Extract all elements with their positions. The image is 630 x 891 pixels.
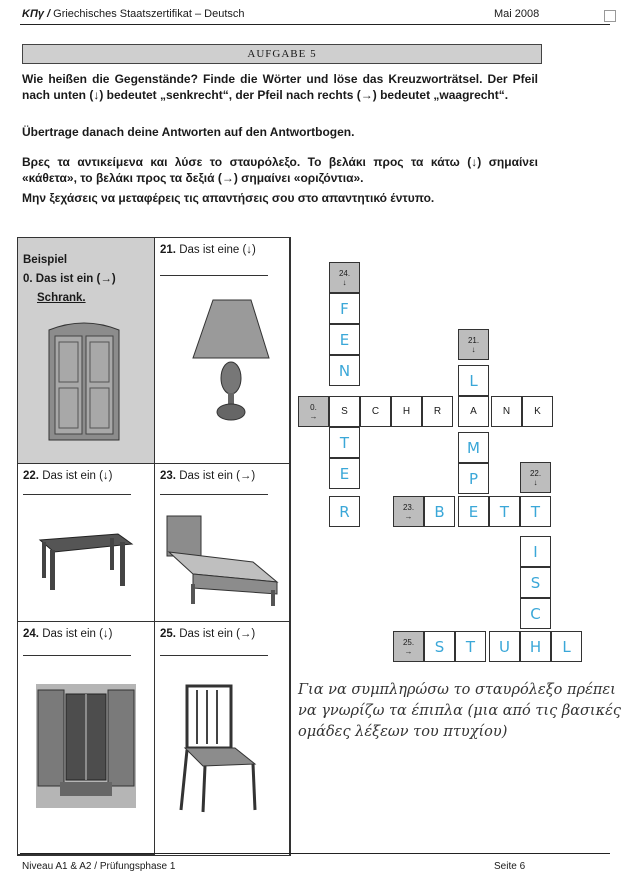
cell-21-5[interactable]: E — [458, 496, 489, 527]
cell-25-2[interactable]: T — [455, 631, 486, 662]
cell-0-6: N — [491, 396, 522, 427]
cell-22-2[interactable]: I — [520, 536, 551, 567]
item-21-answer-line — [160, 275, 268, 276]
footer-rule — [20, 853, 610, 854]
example-cell — [18, 238, 155, 464]
cell-21-4[interactable]: P — [458, 463, 489, 494]
page-number: Seite 6 — [494, 861, 526, 872]
cell-0-7: K — [522, 396, 553, 427]
cell-23-4[interactable]: T — [520, 496, 551, 527]
item-24-label: 24. Das ist ein (↓) — [23, 628, 113, 640]
item-22-cell — [18, 464, 155, 622]
table-icon — [34, 530, 134, 592]
item-23-cell — [155, 464, 290, 622]
clue-22-cell: 22. ↓ — [520, 462, 551, 493]
cell-24-2[interactable]: E — [329, 324, 360, 355]
item-22-label: 22. Das ist ein (↓) — [23, 470, 113, 482]
item-25-label: 25. Das ist ein (→) — [160, 628, 256, 640]
cell-22-4[interactable]: C — [520, 598, 551, 629]
handwritten-note: Για να συμπληρώσω το σταυρόλεξο πρέπει να γνωρίζω τα έπιπλα (μια από τις βασικές ομάδες λέξεων του πτυχίου) — [298, 682, 621, 740]
item-24-answer-line — [23, 655, 131, 656]
exam-header: ΚΠγ / Griechisches Staatszertifikat – Deutsch — [22, 8, 245, 20]
item-22-answer-line — [23, 494, 131, 495]
clue-23-cell: 23. → — [393, 496, 424, 527]
cell-0-3: H — [391, 396, 422, 427]
clue-24-cell: 24. ↓ — [329, 262, 360, 293]
example-answer: Schrank. — [37, 292, 86, 304]
lamp-icon — [191, 296, 271, 426]
cell-22-3[interactable]: S — [520, 567, 551, 598]
cell-25-3[interactable]: U — [489, 631, 520, 662]
item-21-label: 21. Das ist eine (↓) — [160, 244, 256, 256]
clue-0-cell: 0. → — [298, 396, 329, 427]
instructions-german: Wie heißen die Gegenstände? Finde die Wörter und löse das Kreuzworträtsel. Der Pfeil nach unten (↓) bedeutet „senkrecht“, der Pfeil nach rechts (→) bedeutet „waagrecht“. — [22, 72, 538, 102]
item-23-label: 23. Das ist ein (→) — [160, 470, 256, 482]
cell-0-1: S — [329, 396, 360, 427]
clue-25-cell: 25. → — [393, 631, 424, 662]
item-25-cell — [155, 622, 290, 855]
clue-21-cell: 21. ↓ — [458, 329, 489, 360]
window-icon — [36, 684, 136, 808]
item-23-answer-line — [160, 494, 268, 495]
item-24-cell — [18, 622, 155, 855]
cell-24-7[interactable]: R — [329, 496, 360, 527]
item-21-cell — [155, 238, 290, 464]
chair-icon — [175, 684, 265, 814]
instructions-german-transfer: Übertrage danach deine Antworten auf den Antwortbogen. — [22, 125, 355, 139]
cell-21-1[interactable]: L — [458, 365, 489, 396]
cell-25-1[interactable]: S — [424, 631, 455, 662]
cell-0-4: R — [422, 396, 453, 427]
cell-24-1[interactable]: F — [329, 293, 360, 324]
instructions-greek: Βρες τα αντικείμενα και λύσε το σταυρόλεξο. Το βελάκι προς τα κάτω (↓) σημαίνει «κάθετα», το βελάκι προς τα δεξιά (→) σημαίνει «οριζόντια». — [22, 155, 538, 185]
cell-0-2: C — [360, 396, 391, 427]
cell-24-5[interactable]: T — [329, 427, 360, 458]
header-rule — [20, 24, 610, 25]
example-sentence: 0. Das ist ein (→) — [23, 273, 116, 285]
exam-date: Mai 2008 — [494, 8, 540, 20]
cell-25-5[interactable]: L — [551, 631, 582, 662]
task-title: AUFGABE 5 — [22, 44, 542, 64]
cell-21-3[interactable]: M — [458, 432, 489, 463]
example-heading: Beispiel — [23, 254, 68, 266]
cell-0-5: A — [458, 396, 489, 427]
cell-23-3[interactable]: T — [489, 496, 520, 527]
cell-24-6[interactable]: E — [329, 458, 360, 489]
cell-23-1[interactable]: B — [424, 496, 455, 527]
page-corner-mark — [604, 10, 616, 22]
footer-level: Niveau A1 & A2 / Prüfungsphase 1 — [22, 861, 176, 872]
instructions-greek-transfer: Μην ξεχάσεις να μεταφέρεις τις απαντήσεις σου στο απαντητικό έντυπο. — [22, 191, 435, 205]
item-25-answer-line — [160, 655, 268, 656]
cell-25-4[interactable]: H — [520, 631, 551, 662]
cell-24-3[interactable]: N — [329, 355, 360, 386]
bed-icon — [163, 512, 281, 608]
wardrobe-icon — [45, 316, 123, 446]
picture-grid — [17, 237, 291, 856]
